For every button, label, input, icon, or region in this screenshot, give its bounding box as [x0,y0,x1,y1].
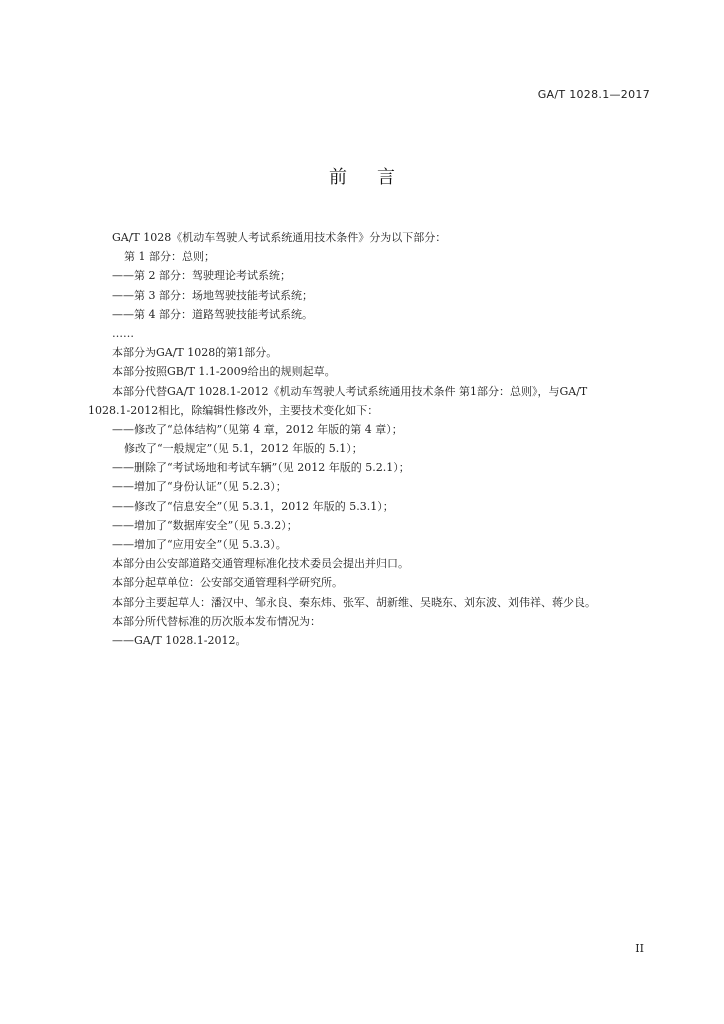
page-title: 前言 [329,167,425,188]
list-item-part3: ——第 3 部分：场地驾驶技能考试系统； [112,288,313,302]
list-item-part1: 第 1 部分：总则； [124,250,215,264]
change-item: ——删除了“考试场地和考试车辆”（见 2012 年版的 5.2.1）； [112,461,410,475]
paragraph-proposed-by: 本部分由公安部道路交通管理标准化技术委员会提出并归口。 [112,557,409,571]
paragraph-replaces-cont: 1028.1-2012相比，除编辑性修改外，主要技术变化如下： [88,403,379,417]
standard-code: GA/T 1028.1—2017 [537,88,650,101]
change-item: ——增加了“应用安全”（见 5.3.3）。 [112,538,287,551]
document-body [88,228,668,650]
list-ellipsis: …… [112,326,134,340]
list-item-part2: ——第 2 部分：驾驶理论考试系统； [112,269,291,283]
change-item: ——增加了“数据库安全”（见 5.3.2）； [112,518,298,532]
change-item: 修改了“一般规定”（见 5.1，2012 年版的 5.1）； [124,442,363,456]
page-number: II [635,942,644,955]
history-item: ——GA/T 1028.1-2012。 [112,633,247,647]
change-item: ——增加了“身份认证”（见 5.2.3）； [112,480,287,494]
change-item: ——修改了“总体结构”（见第 4 章，2012 年版的第 4 章）； [112,422,403,436]
paragraph-part-of: 本部分为GA/T 1028的第1部分。 [112,346,278,360]
paragraph-history: 本部分所代替标准的历次版本发布情况为： [112,614,321,628]
list-item-part4: ——第 4 部分：道路驾驶技能考试系统。 [112,307,313,321]
paragraph-replaces: 本部分代替GA/T 1028.1-2012《机动车驾驶人考试系统通用技术条件 第1部分：总则》，与GA/T [112,384,588,398]
change-item: ——修改了“信息安全”（见 5.3.1，2012 年版的 5.3.1）； [112,499,394,513]
paragraph-drafting-rules: 本部分按照GB/T 1.1-2009给出的规则起草。 [112,365,336,379]
paragraph-intro: GA/T 1028《机动车驾驶人考试系统通用技术条件》分为以下部分： [112,231,447,244]
paragraph-drafters: 本部分主要起草人：潘汉中、邹永良、秦东炜、张军、胡新维、吴晓东、刘东波、刘伟祥、蒋少良。 [112,595,596,609]
paragraph-drafting-unit: 本部分起草单位：公安部交通管理科学研究所。 [112,576,343,590]
